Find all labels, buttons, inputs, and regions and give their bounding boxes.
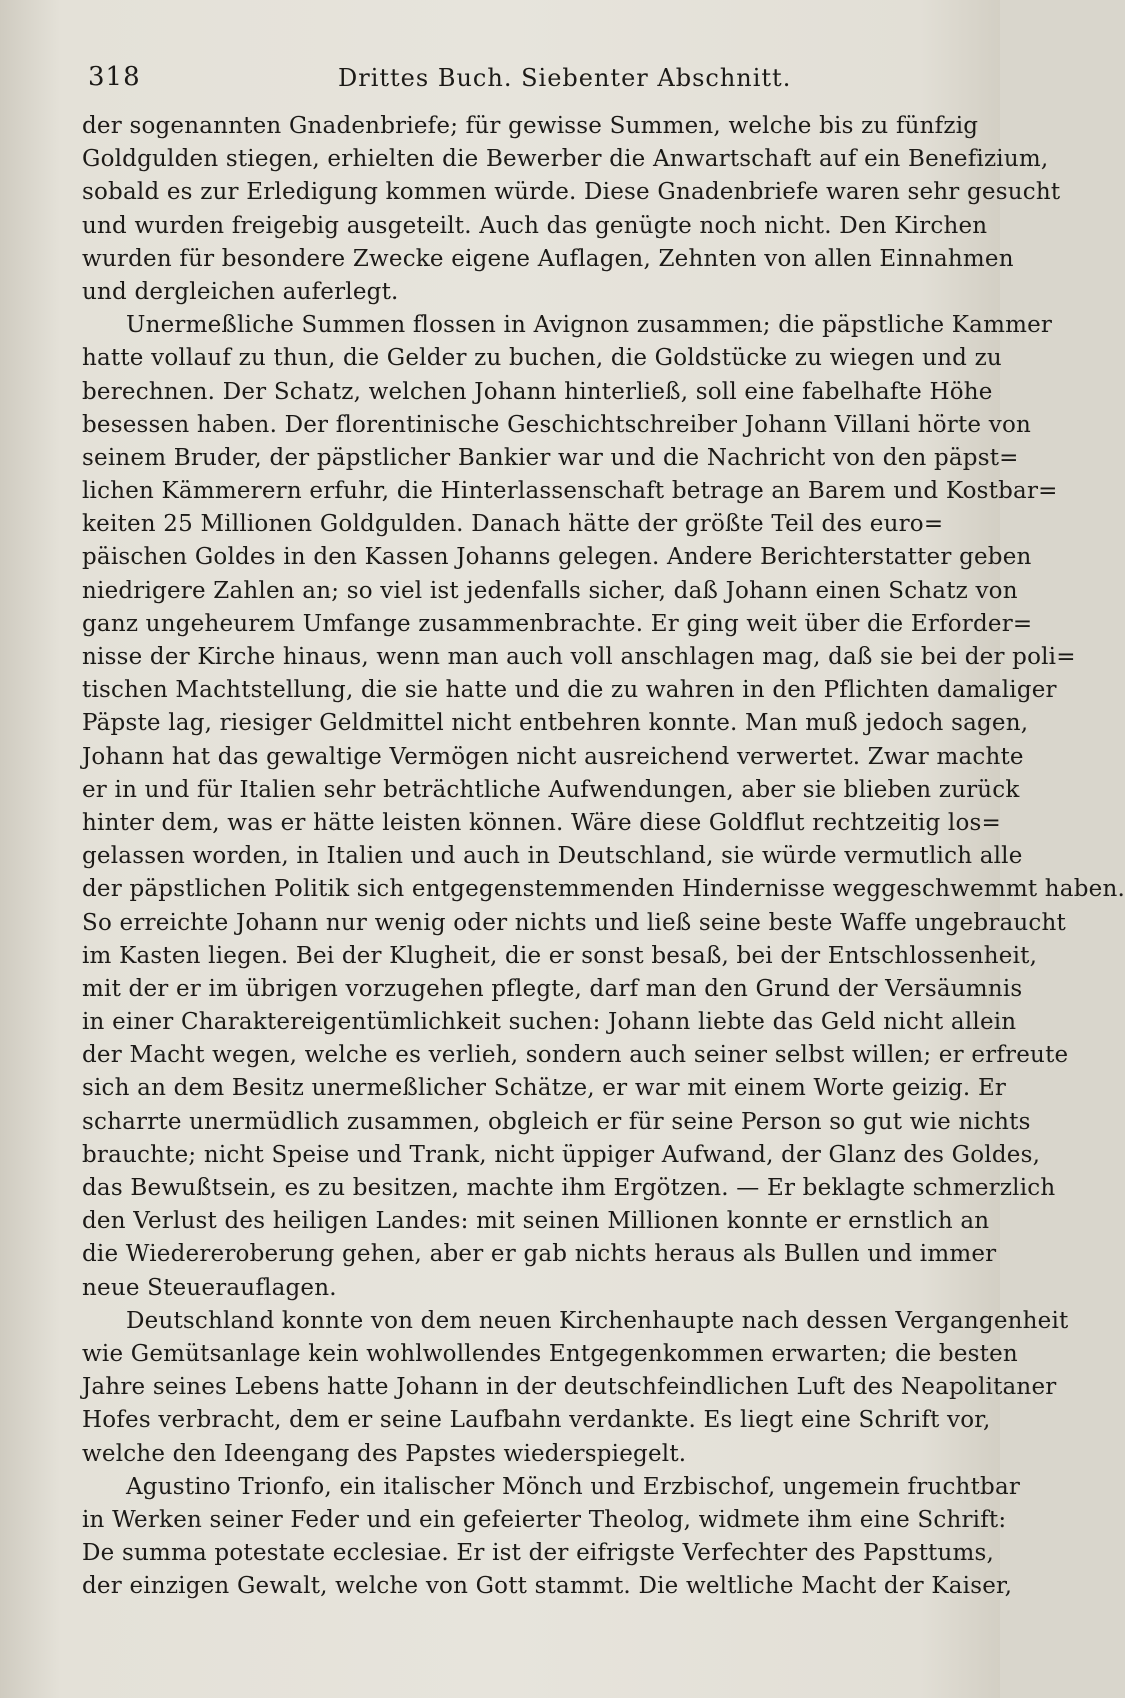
text-line: der Macht wegen, welche es verlieh, sondern auch seiner selbst willen; er erfreute bbox=[82, 1042, 1069, 1069]
text-line: hatte vollauf zu thun, die Gelder zu buchen, die Goldstücke zu wiegen und zu bbox=[82, 345, 1002, 372]
text-line: gelassen worden, in Italien und auch in Deutschland, sie würde vermutlich alle bbox=[82, 843, 1023, 870]
text-line: der einzigen Gewalt, welche von Gott stammt. Die weltliche Macht der Kaiser, bbox=[82, 1573, 1013, 1600]
text-line: das Bewußtsein, es zu besitzen, machte ihm Ergötzen. — Er beklagte schmerzlich bbox=[82, 1175, 1056, 1201]
text-line: hinter dem, was er hätte leisten können. Wäre diese Goldflut rechtzeitig los= bbox=[82, 809, 1001, 836]
text-line: sich an dem Besitz unermeßlicher Schätze, er war mit einem Worte geizig. Er bbox=[82, 1075, 1007, 1102]
text-line: lichen Kämmerern erfuhr, die Hinterlassenschaft betrage an Barem und Kostbar= bbox=[82, 478, 1058, 505]
text-line: niedrigere Zahlen an; so viel ist jedenfalls sicher, daß Johann einen Schatz von bbox=[82, 577, 1018, 604]
text-line: scharrte unermüdlich zusammen, obgleich er für seine Person so gut wie nichts bbox=[82, 1108, 1031, 1135]
text-line: Jahre seines Lebens hatte Johann in der deutschfeindlichen Luft des Neapolitaner bbox=[82, 1374, 1057, 1401]
running-title: Drittes Buch. Siebenter Abschnitt. bbox=[338, 64, 792, 92]
text-line: welche den Ideengang des Papstes wiederspiegelt. bbox=[82, 1440, 687, 1467]
text-line: nisse der Kirche hinaus, wenn man auch voll anschlagen mag, daß sie bei der poli= bbox=[82, 644, 1076, 670]
body-text bbox=[82, 110, 1125, 1603]
text-line: der sogenannten Gnadenbriefe; für gewisse Summen, welche bis zu fünfzig bbox=[82, 113, 979, 139]
text-line: Deutschland konnte von dem neuen Kirchenhaupte nach dessen Vergangenheit bbox=[126, 1307, 1069, 1334]
text-line: keiten 25 Millionen Goldgulden. Danach hätte der größte Teil des euro= bbox=[82, 511, 944, 538]
text-line: Hofes verbracht, dem er seine Laufbahn verdankte. Es liegt eine Schrift vor, bbox=[82, 1407, 991, 1434]
text-line: wurden für besondere Zwecke eigene Auflagen, Zehnten von allen Einnahmen bbox=[82, 245, 1014, 272]
paragraph bbox=[82, 309, 1125, 1305]
text-line: berechnen. Der Schatz, welchen Johann hinterließ, soll eine fabelhafte Höhe bbox=[82, 378, 993, 405]
text-line: Päpste lag, riesiger Geldmittel nicht entbehren konnte. Man muß jedoch sagen, bbox=[82, 710, 1029, 737]
paragraph bbox=[82, 110, 1061, 309]
text-line: seinem Bruder, der päpstlicher Bankier war und die Nachricht von den päpst= bbox=[82, 444, 1019, 471]
text-line: Agustino Trionfo, ein italischer Mönch und Erzbischof, ungemein fruchtbar bbox=[126, 1473, 1021, 1500]
text-line: sobald es zur Erledigung kommen würde. Diese Gnadenbriefe waren sehr gesucht bbox=[82, 179, 1061, 206]
text-line: den Verlust des heiligen Landes: mit seinen Millionen konnte er ernstlich an bbox=[82, 1208, 990, 1235]
text-line: die Wiedereroberung gehen, aber er gab nichts heraus als Bullen und immer bbox=[82, 1241, 997, 1268]
text-line: in Werken seiner Feder und ein gefeierter Theolog, widmete ihm eine Schrift: bbox=[82, 1506, 1007, 1533]
text-line: wie Gemütsanlage kein wohlwollendes Entgegenkommen erwarten; die besten bbox=[82, 1340, 1018, 1367]
text-line: neue Steuerauflagen. bbox=[82, 1274, 337, 1301]
text-line: Goldgulden stiegen, erhielten die Bewerber die Anwartschaft auf ein Benefizium, bbox=[82, 146, 1049, 173]
text-line: So erreichte Johann nur wenig oder nichts und ließ seine beste Waffe ungebraucht bbox=[82, 909, 1066, 936]
page-header bbox=[88, 62, 898, 102]
paragraph bbox=[82, 1305, 1069, 1471]
text-line: er in und für Italien sehr beträchtliche Aufwendungen, aber sie blieben zurück bbox=[82, 776, 1020, 803]
paragraph bbox=[82, 1471, 1021, 1604]
text-line: und dergleichen auferlegt. bbox=[82, 278, 399, 305]
page-number: 318 bbox=[88, 62, 141, 92]
text-line: tischen Machtstellung, die sie hatte und die zu wahren in den Pflichten damaliger bbox=[82, 677, 1057, 704]
text-line: Johann hat das gewaltige Vermögen nicht ausreichend verwertet. Zwar machte bbox=[82, 743, 1024, 770]
text-line: und wurden freigebig ausgeteilt. Auch das genügte noch nicht. Den Kirchen bbox=[82, 212, 988, 239]
text-line: im Kasten liegen. Bei der Klugheit, die er sonst besaß, bei der Entschlossenheit, bbox=[82, 942, 1038, 969]
text-line: mit der er im übrigen vorzugehen pflegte, darf man den Grund der Versäumnis bbox=[82, 975, 1023, 1002]
text-line: der päpstlichen Politik sich entgegenstemmenden Hindernisse weggeschwemmt haben. bbox=[82, 876, 1125, 903]
text-line: Unermeßliche Summen flossen in Avignon zusammen; die päpstliche Kammer bbox=[126, 312, 1053, 339]
text-line: ganz ungeheurem Umfange zusammenbrachte. Er ging weit über die Erforder= bbox=[82, 610, 1033, 637]
text-line: besessen haben. Der florentinische Geschichtschreiber Johann Villani hörte von bbox=[82, 411, 1032, 438]
text-line: De summa potestate ecclesiae. Er ist der eifrigste Verfechter des Papsttums, bbox=[82, 1540, 995, 1567]
text-line: in einer Charaktereigentümlichkeit suchen: Johann liebte das Geld nicht allein bbox=[82, 1009, 1017, 1036]
text-line: brauchte; nicht Speise und Trank, nicht üppiger Aufwand, der Glanz des Goldes, bbox=[82, 1141, 1041, 1168]
text-line: päischen Goldes in den Kassen Johanns gelegen. Andere Berichterstatter geben bbox=[82, 544, 1032, 571]
